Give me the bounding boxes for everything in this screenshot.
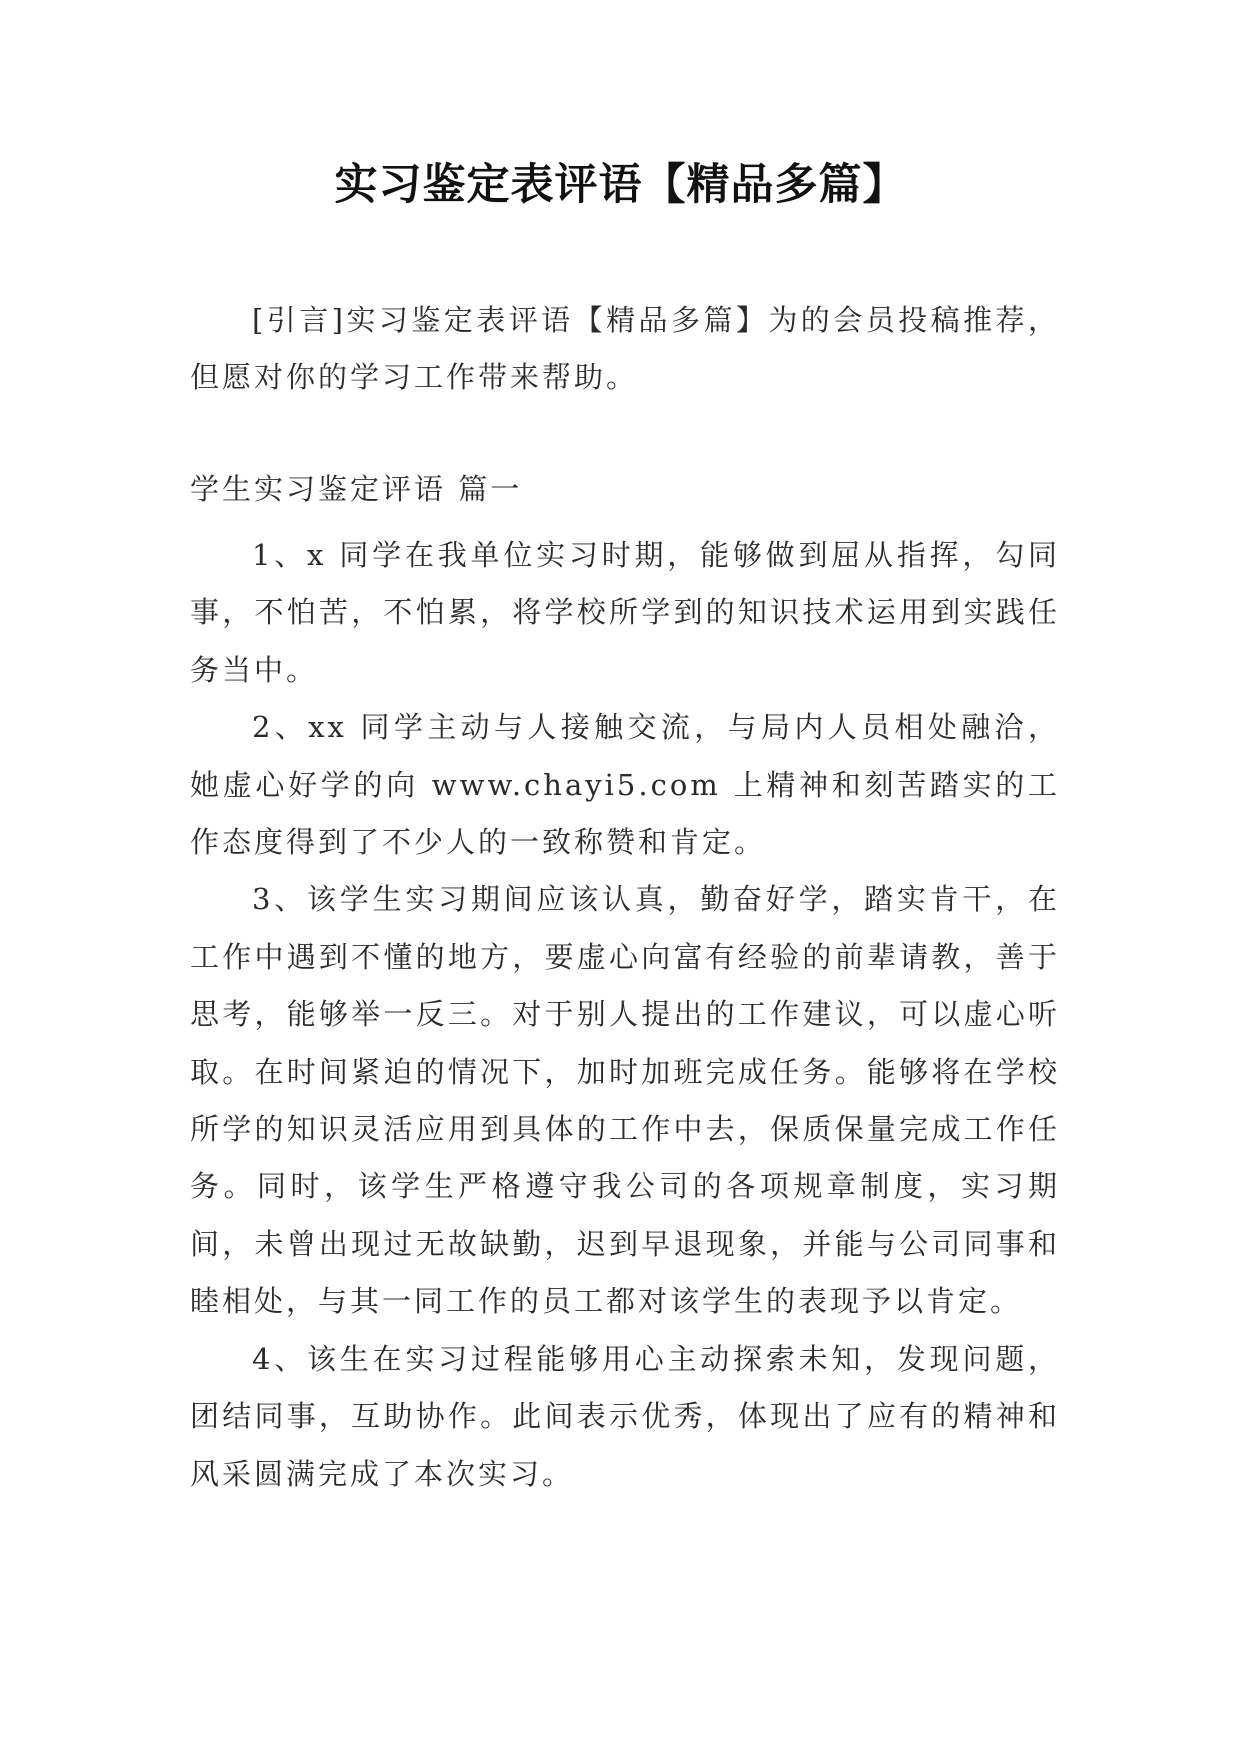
evaluation-item-3: 3、该学生实习期间应该认真，勤奋好学，踏实肯干，在工作中遇到不懂的地方，要虚心向富有经验的前辈请教，善于思考，能够举一反三。对于别人提出的工作建议，可以虚心听取。在时间紧迫的情况下，加时加班完成任务。能够将在学校所学的知识灵活应用到具体的工作中去，保质保量完成工作任务。同时，该学生严格遵守我公司的各项规章制度，实习期间，未曾出现过无故缺勤，迟到早退现象，并能与公司同事和睦相处，与其一同工作的员工都对该学生的表现予以肯定。: [190, 882, 1060, 1319]
section-heading: 学生实习鉴定评语 篇一: [190, 472, 523, 506]
document-title: 实习鉴定表评语【精品多篇】: [334, 160, 907, 210]
evaluation-item-1: 1、x 同学在我单位实习时期，能够做到屈从指挥，勾同事，不怕苦，不怕累，将学校所学到的知识技术运用到实践任务当中。: [190, 538, 1060, 687]
intro-text: [引言]实习鉴定表评语【精品多篇】为的会员投稿推荐，但愿对你的学习工作带来帮助。: [190, 303, 1060, 394]
intro-paragraph: [190, 292, 1060, 406]
evaluation-item-4: 4、该生在实习过程能够用心主动探索未知，发现问题，团结同事，互助协作。此间表示优秀，体现出了应有的精神和风采圆满完成了本次实习。: [190, 1341, 1060, 1491]
evaluation-item-2: 2、xx 同学主动与人接触交流，与局内人员相处融洽，她虚心好学的向 www.chayi5.com 上精神和刻苦踏实的工作态度得到了不少人的一致称赞和肯定。: [190, 710, 1060, 860]
evaluation-list: [190, 527, 1060, 1503]
